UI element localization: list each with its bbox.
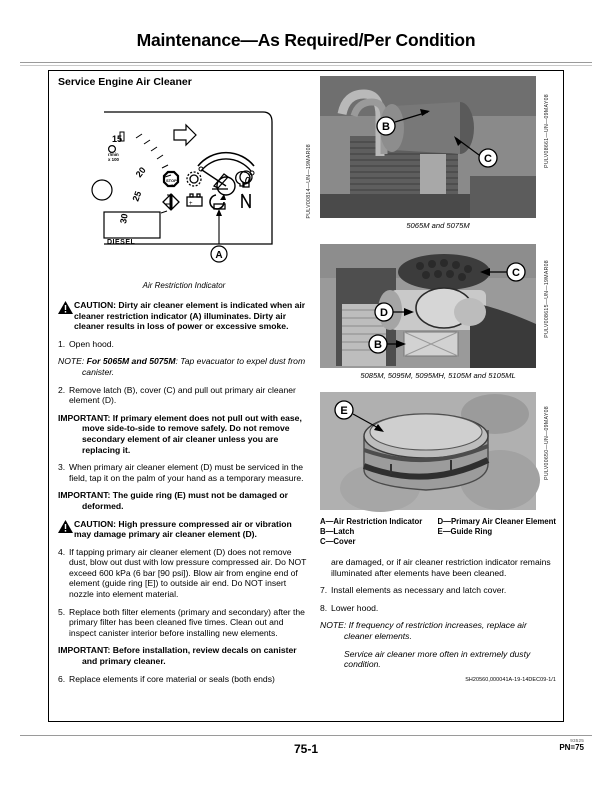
right-column <box>320 76 556 683</box>
left-column <box>58 76 310 691</box>
note-2-subtext: Service air cleaner more often in extremely dusty condition. <box>344 648 531 670</box>
step-2 <box>58 385 310 406</box>
step-4-number: 4. <box>58 546 66 557</box>
footer-pn: PN=75 <box>559 743 584 752</box>
caution-block-1 <box>58 300 310 332</box>
step-5-text: Replace both filter elements (primary and secondary) after the primary filter has been cleaned five times. Clean out and inspect canister interior before installing new elements. <box>69 606 305 638</box>
photo-caption-2: 5085M, 5095M, 5095MH, 5105M and 5105ML <box>360 371 516 380</box>
svg-text:r/min: r/min <box>108 152 119 157</box>
photo-5085m-series <box>320 244 550 368</box>
legend-item-c: C—Cover <box>320 537 356 546</box>
photo-5065m-5075m <box>320 76 550 218</box>
footer-divider <box>20 735 592 736</box>
component-legend <box>320 517 556 547</box>
step-6 <box>58 674 310 685</box>
caution-block-2 <box>58 519 310 540</box>
footer-right-block <box>559 738 584 752</box>
step-1-text: Open hood. <box>69 338 114 349</box>
document-reference-code: SH20560,000041A-19-14DEC09-1/1 <box>465 676 556 683</box>
caution-text-1: CAUTION: Dirty air cleaner element is indicated when air cleaner restriction indicator (A) illuminates. Dirty air cleaner results in loss of power or excessive smoke. <box>74 300 306 332</box>
photo3-sidecode: PULV00650—UN—09MAY08 <box>544 406 550 480</box>
note-2-text: If frequency of restriction increases, replace air cleaner elements. <box>344 620 527 641</box>
callout-e-photo3: E <box>340 405 348 417</box>
svg-text:DIESEL: DIESEL <box>107 239 136 246</box>
step-8 <box>320 603 556 614</box>
svg-text:STOP: STOP <box>166 178 177 183</box>
svg-text:30: 30 <box>118 212 130 225</box>
photo-guide-ring <box>320 392 550 510</box>
step-7 <box>320 585 556 596</box>
caution-text-2: CAUTION: High pressure compressed air or vibration may damage primary air cleaner element (D). <box>74 518 292 540</box>
header-divider <box>20 62 592 63</box>
step-4 <box>58 547 310 600</box>
step-6-number: 6. <box>58 673 66 684</box>
legend-column-2 <box>438 517 556 547</box>
legend-item-d: D—Primary Air Cleaner Element <box>437 517 556 526</box>
step-5 <box>58 607 310 639</box>
step-4-text: If tapping primary air cleaner element (D) does not remove dust, blow out dust with low pressure compressed air. Do NOT exceed 600 kPa (6 bar [90 psi]). Blow air from engine end of element (guide ring [E]) to outside air end. Do NOT insert nozzle into element material. <box>69 546 307 600</box>
photo1-sidecode: PULV08661—UN—09MAY08 <box>544 94 550 168</box>
svg-text:15: 15 <box>112 134 123 144</box>
svg-text:0: 0 <box>243 174 252 186</box>
page-title: Maintenance—As Required/Per Condition <box>136 30 476 50</box>
figure-sidecode: PULV00814—UN—19MAR08 <box>306 144 312 219</box>
callout-d-photo2: D <box>380 307 388 319</box>
step-6-text: Replace elements if core material or seals (both ends) <box>69 673 275 684</box>
step-3 <box>58 462 310 483</box>
svg-text:+: + <box>189 201 193 207</box>
note-1 <box>58 356 310 377</box>
step-5-number: 5. <box>58 606 66 617</box>
photo-caption-1: 5065M and 5075M <box>406 221 470 230</box>
step-2-number: 2. <box>58 384 66 395</box>
callout-b-photo2: B <box>374 339 382 351</box>
callout-b-photo1: B <box>382 121 390 133</box>
header-divider-secondary <box>20 65 592 66</box>
note-2-label: NOTE: <box>320 620 347 631</box>
footer-page-number: 75-1 <box>293 742 319 756</box>
legend-item-a: A—Air Restriction Indicator <box>320 517 423 526</box>
svg-text:20: 20 <box>133 165 148 180</box>
important-3: IMPORTANT: Before installation, review decals on canister and primary cleaner. <box>58 645 297 667</box>
svg-text:25: 25 <box>130 189 144 203</box>
step-3-number: 3. <box>58 462 66 473</box>
legend-item-b: B—Latch <box>320 527 355 536</box>
warning-triangle-icon-2 <box>58 519 74 540</box>
note-1-models: For 5065M and 5075M <box>86 356 176 367</box>
step-3-text: When primary air cleaner element (D) must be serviced in the field, tap it on the palm of your hand as a temporary measure. <box>69 462 304 483</box>
step-1-number: 1. <box>58 338 66 349</box>
step-8-text: Lower hood. <box>331 602 379 613</box>
note-1-rest: : Tap evacuator to expel dust from canister. <box>82 356 306 377</box>
photo2-sidecode: PULV008615—UN—19MAR08 <box>544 260 550 338</box>
warning-triangle-icon <box>58 300 74 332</box>
step-6-continuation: are damaged, or if air cleaner restriction indicator remains illuminated after elements have been cleaned. <box>331 557 551 578</box>
note-1-label: NOTE: <box>58 356 85 367</box>
step-7-text: Install elements as necessary and latch cover. <box>331 585 507 596</box>
step-7-number: 7. <box>320 585 328 596</box>
step-8-number: 8. <box>320 602 328 613</box>
legend-column-1 <box>320 517 438 547</box>
step-1 <box>58 339 310 350</box>
note-2 <box>320 620 556 641</box>
legend-item-e: E—Guide Ring <box>437 527 493 536</box>
important-1: IMPORTANT: If primary element does not pull out with ease, move side-to-side to remove safely. Do not remove secondary element of air cleaner unless you are replacing it. <box>58 412 302 455</box>
important-2: IMPORTANT: The guide ring (E) must not be damaged or deformed. <box>58 490 288 511</box>
step-2-text: Remove latch (B), cover (C) and pull out primary air cleaner element (D). <box>69 384 296 406</box>
figure-air-restriction-indicator <box>58 94 310 279</box>
footer-small-code: 93525 <box>570 738 584 743</box>
callout-a: A <box>215 250 223 261</box>
callout-c-photo1: C <box>484 153 492 165</box>
page-header <box>0 30 612 51</box>
svg-text:x 100: x 100 <box>108 157 119 162</box>
section-heading: Service Engine Air Cleaner <box>58 76 192 88</box>
callout-c-photo2: C <box>512 267 520 279</box>
dashboard-illustration <box>58 94 310 279</box>
figure-caption-dashboard: Air Restriction Indicator <box>142 281 226 290</box>
